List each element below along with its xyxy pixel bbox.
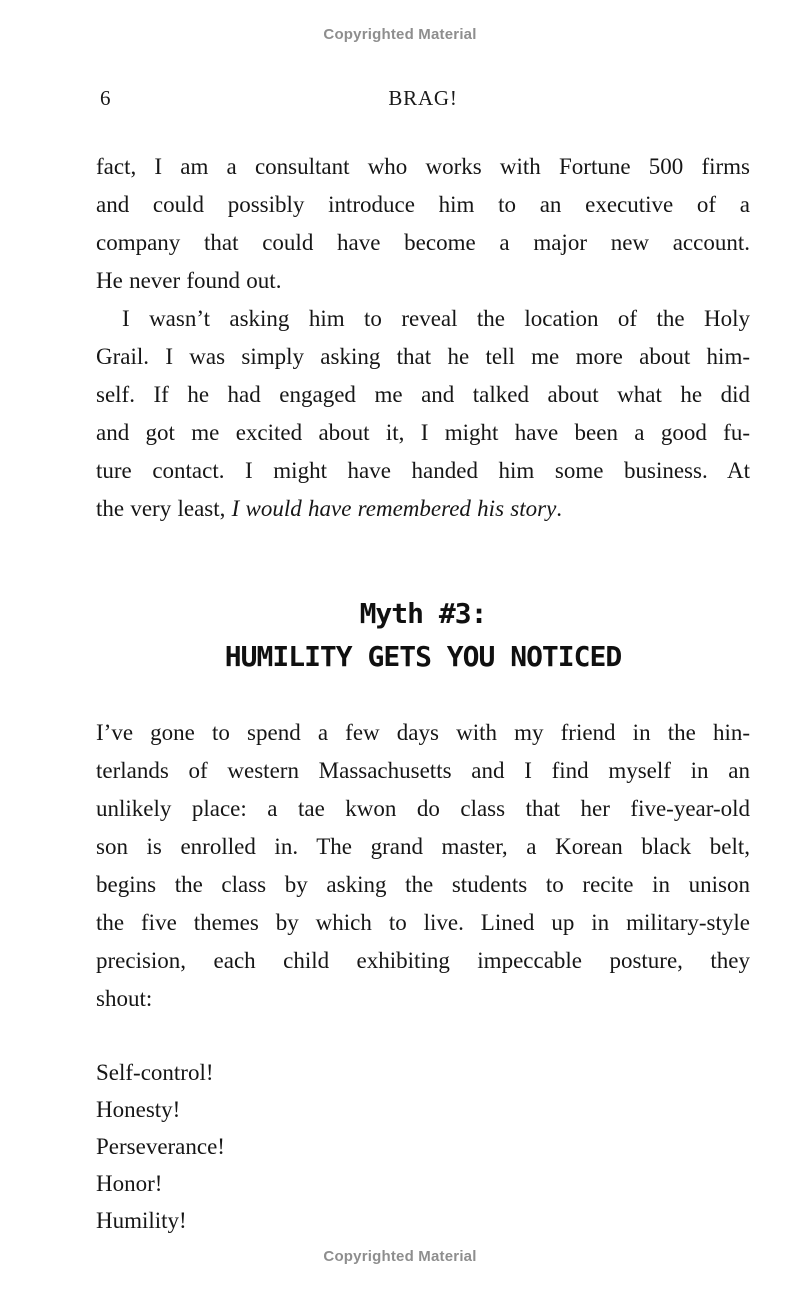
text-line: unlikely place: a tae kwon do class that her five-year-old	[96, 796, 750, 821]
list-item: Honesty!	[96, 1097, 181, 1122]
page-number: 6	[100, 86, 111, 110]
paragraph	[96, 714, 750, 1018]
text-line: Grail. I was simply asking that he tell me more about him-	[96, 344, 750, 369]
text-column	[96, 148, 750, 1239]
italic-text: I would have remembered his story	[231, 496, 557, 521]
section-heading	[96, 592, 750, 678]
text-line: begins the class by asking the students to recite in unison	[96, 872, 750, 897]
heading-line: HUMILITY GETS YOU NOTICED	[224, 640, 622, 673]
text-line: the five themes by which to live. Lined up in military-style	[96, 910, 750, 935]
paragraph	[96, 300, 750, 528]
running-title: BRAG!	[388, 86, 458, 110]
list-item: Humility!	[96, 1208, 187, 1233]
text-line: and got me excited about it, I might have been a good fu-	[96, 420, 750, 445]
running-header	[96, 86, 750, 114]
text-line: I wasn’t asking him to reveal the location of the Holy	[122, 306, 750, 331]
text-line: I’ve gone to spend a few days with my friend in the hin-	[96, 720, 750, 745]
text-line: and could possibly introduce him to an executive of a	[96, 192, 750, 217]
copyright-notice-top: Copyrighted Material	[323, 26, 477, 43]
text-line: fact, I am a consultant who works with Fortune 500 firms	[96, 154, 750, 179]
text-line: son is enrolled in. The grand master, a Korean black belt,	[96, 834, 750, 859]
text-line: precision, each child exhibiting impeccable posture, they	[96, 948, 750, 973]
text-line: terlands of western Massachusetts and I find myself in an	[96, 758, 750, 783]
copyright-notice-bottom: Copyrighted Material	[323, 1248, 477, 1265]
list-item: Honor!	[96, 1171, 163, 1196]
text-line: ture contact. I might have handed him some business. At	[96, 458, 750, 483]
list-item: Self-control!	[96, 1060, 214, 1085]
text-line: self. If he had engaged me and talked about what he did	[96, 382, 750, 407]
heading-line: Myth #3:	[359, 597, 487, 630]
list-item: Perseverance!	[96, 1134, 225, 1159]
text-segment: .	[556, 496, 563, 521]
shout-list	[96, 1054, 750, 1239]
text-line: company that could have become a major new account.	[96, 230, 750, 255]
text-line: He never found out.	[96, 268, 282, 293]
text-line	[96, 490, 750, 528]
text-line: shout:	[96, 986, 153, 1011]
text-segment: the very least,	[96, 496, 232, 521]
paragraph	[96, 148, 750, 300]
